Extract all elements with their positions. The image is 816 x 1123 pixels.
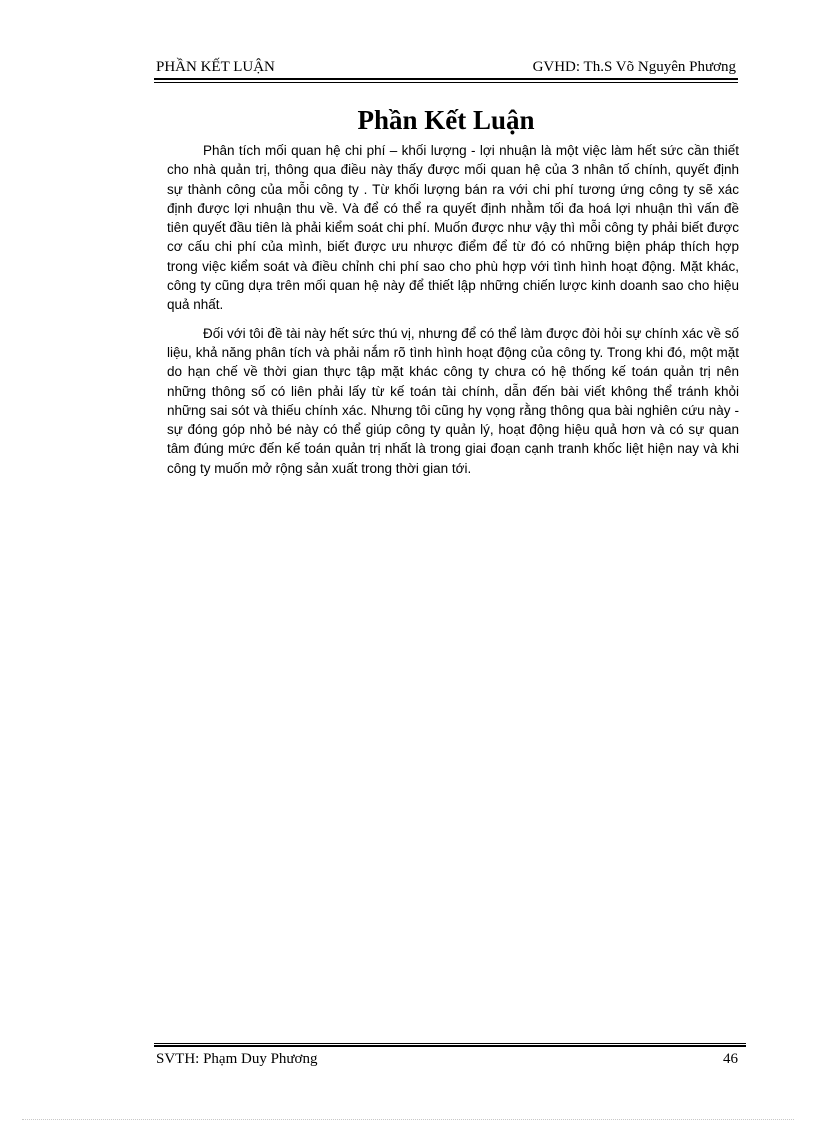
header-rule	[154, 78, 738, 83]
page-header	[156, 56, 736, 78]
paragraph: Phân tích mối quan hệ chi phí – khối lượng - lợi nhuận là một việc làm hết sức cần thiết cho nhà quản trị, thông qua điều này thấy được mối quan hệ của 3 nhân tố chính, quyết định sự thành công của mỗi công ty . Từ khối lượng bán ra với chi phí tương ứng công ty sẽ xác định được lợi nhuận thu về. Và để có thể ra quyết định nhằm tối đa hoá lợi nhuận thì vấn đề tiên quyết đầu tiên là phải kiểm soát chi phí. Muốn được như vậy thì mỗi công ty phải biết được cơ cấu chi phí của mình, biết được ưu nhược điểm để từ đó có những biện pháp thích hợp trong việc kiểm soát và điều chỉnh chi phí sao cho phù hợp với tình hình hoạt động. Mặt khác, công ty cũng dựa trên mối quan hệ này để thiết lập những chiến lược kinh doanh sao cho hiệu quả nhất.	[167, 143, 739, 313]
header-advisor: GVHD: Th.S Võ Nguyên Phương	[532, 59, 736, 75]
page-bottom-border	[22, 1119, 794, 1120]
footer-student: SVTH: Phạm Duy Phương	[156, 1051, 318, 1067]
footer-rule	[154, 1043, 746, 1047]
page-number: 46	[723, 1051, 738, 1067]
page-title: Phần Kết Luận	[357, 105, 535, 135]
page-footer	[156, 1049, 738, 1069]
paragraph: Đối với tôi đề tài này hết sức thú vị, nhưng để có thể làm được đòi hỏi sự chính xác về số liệu, khả năng phân tích và phải nắm rõ tình hình hoạt động của công ty. Trong khi đó, một mặt do hạn chế về thời gian thực tập mặt khác công ty chưa có hệ thống kế toán quản trị nên những thông số có liên phải lấy từ kế toán tài chính, dẫn đến bài viết không thể tránh khỏi những sai sót và thiếu chính xác. Nhưng tôi cũng hy vọng rằng thông qua bài nghiên cứu này - sự đóng góp nhỏ bé này có thể giúp công ty quản lý, hoạt động hiệu quả hơn và có sự quan tâm đúng mức đến kế toán quản trị nhất là trong giai đoạn cạnh tranh khốc liệt hiện nay và khi công ty muốn mở rộng sản xuất trong thời gian tới.	[167, 325, 739, 476]
body-text	[167, 141, 739, 487]
header-section-title: PHẦN KẾT LUẬN	[156, 59, 275, 75]
